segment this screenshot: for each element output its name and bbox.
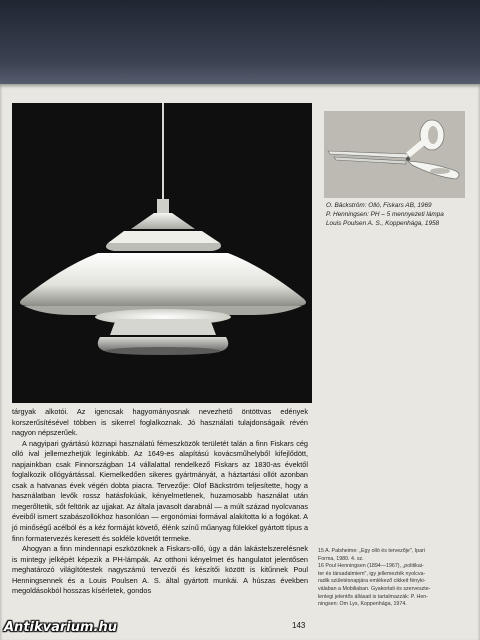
footnote-line: ningsen: Om Lys, Koppenhága, 1974. bbox=[318, 601, 407, 608]
body-text bbox=[12, 407, 308, 597]
caption-line: O. Bäckström: Olló, Fiskars AB, 1969 bbox=[326, 202, 432, 209]
caption-line: P. Henningsen: PH – 5 mennyezeti lámpa bbox=[326, 211, 444, 218]
watermark: Antikvarium.hu bbox=[4, 620, 117, 635]
footnote-line: radik születésnapjára emlékező cikkeit fényki- bbox=[318, 578, 426, 585]
paragraph: A nagyipari gyártású köznapi használatú fémeszközök területét talán a finn Fiskars cég olló ival jellemezhetjük leginkább. Az 1649-es alapítású kovácsműhelyből kifejlődött, napjainkban csak Finnországban 14 vállalattal rendelkező Fiskars az 1830-as évektől foglalkozik ollógyártással. Kiemelkedően sikeres gyártmányát, a háztartási ollót azonban csak a hatvanas évek végén dobta piacra. Tervezője: Olof Bäckström teljesítette, hogy a használatban levők rossz hatásfokúak, kényelmetlenek, huzamosabb használat után megerőltetik, sőt feltörik az ujjakat. Az általa javasolt darabnál — a múlt század nyolcvanas éveiből ismert szabászollókhoz hasonlóan — ergonómiai formával alakította ki a fogókat. A jó minőségű acélból és a kéz formáját követő, élénk színű műanyag fülekkel gyártott típus a finn formatervezés keresett és sokféle követőt termeke. bbox=[12, 438, 308, 543]
footnote-line: Forma, 1980. 4. sz. bbox=[318, 555, 364, 562]
footnote-line: 16 Poul Henningsen (1894—1967), „politikai- bbox=[318, 563, 424, 570]
scissors-photo bbox=[324, 111, 465, 198]
footnote-line: válaban a Mobiliaban. Gyakorlati és szerveszte- bbox=[318, 585, 431, 592]
page-number: 143 bbox=[292, 621, 306, 630]
ph5-lamp-illustration bbox=[12, 103, 312, 403]
lamp-photo bbox=[12, 103, 312, 403]
footnote-line: lenlegi jelentős állásait is tartalmazzák: P. Hen- bbox=[318, 593, 429, 600]
photo-caption bbox=[326, 201, 476, 228]
caption-line: Louis Poulsen A. S., Koppenhága, 1958 bbox=[326, 220, 440, 227]
paragraph: tárgyak alkotói. Az igencsak hagyományosnak nevezhető öntöttvas edények korszerűsítésével többen is sikerrel foglalkoznak. Jó használati tulajdonságaik révén nagyon népszerűek. bbox=[12, 407, 308, 438]
footnote-line: ter és társadalmiem", igy jellemezték nyolcva- bbox=[318, 570, 426, 577]
fiskars-scissors-illustration bbox=[324, 111, 465, 198]
footnote-line: 15 A. Palsheime: „Egy olló és tervezője", Ipari bbox=[318, 548, 425, 554]
paragraph: Ahogyan a finn mindennapi eszközöknek a Fiskars-olló, úgy a dán lakástelszerelésnek is mintegy jelképét képezik a PH-lámpák. Az otthoni kényelmet és hangulatot jelentősen meghatározó világítótestek nagyszámú tervezői és készítői között is kitűnnek Poul Henningsennek és a Louis Poulsen A. S. által gyártott munkái. A húszas években megoldásokból hosszas kísérletek, gondos bbox=[12, 544, 308, 596]
footnotes bbox=[318, 548, 470, 609]
background-band bbox=[0, 0, 480, 88]
